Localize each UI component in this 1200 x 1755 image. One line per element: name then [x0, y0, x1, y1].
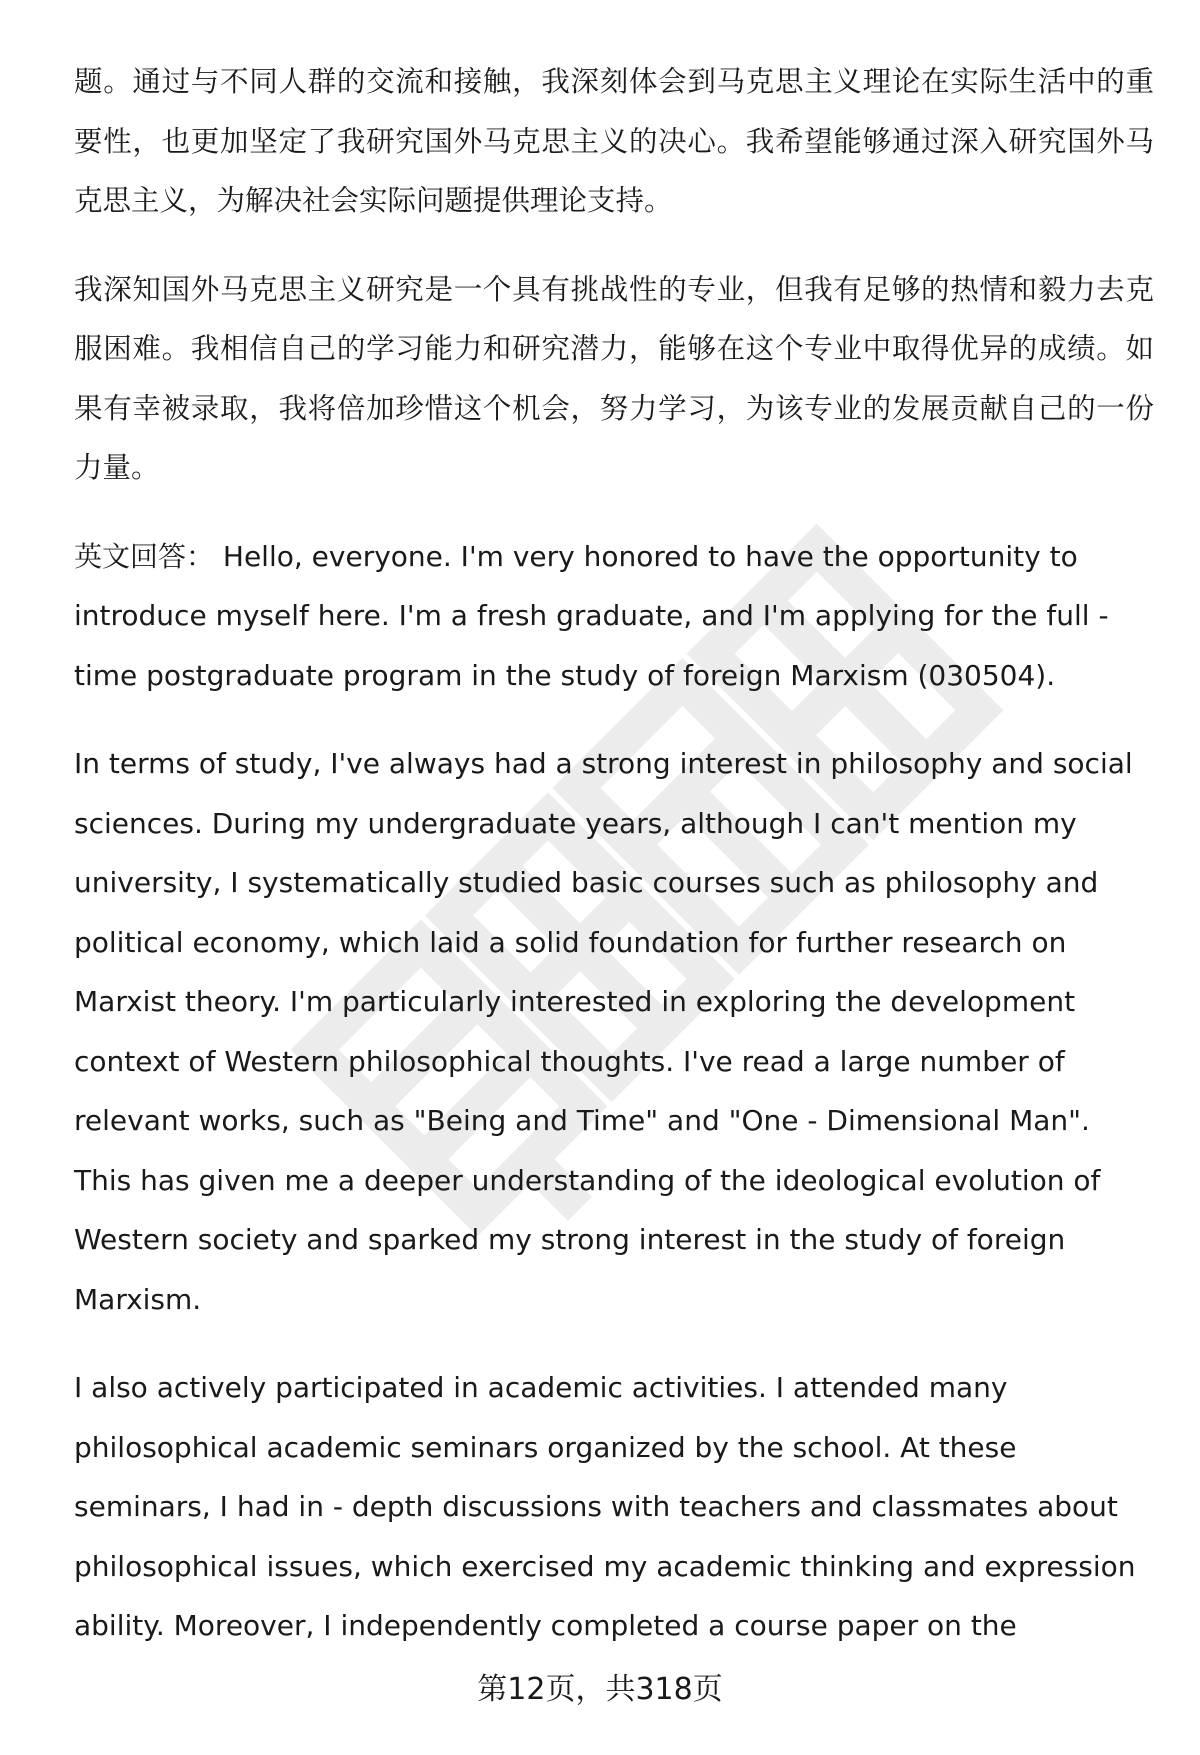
- paragraph-en-activities: I also actively participated in academic activities. I attended many philosophical academic seminars organized by the school. At these seminars, I had in - depth discussions with teachers and classmates about philosophical issues, which exercised my academic thinking and expression ability. Moreover, I independently completed a course paper on the: [74, 1371, 1136, 1642]
- page-number-footer: 第12页，共318页: [477, 1672, 723, 1707]
- paragraph-cn-2: 我深知国外马克思主义研究是一个具有挑战性的专业，但我有足够的热情和毅力去克服困难。我相信自己的学习能力和研究潜力，能够在这个专业中取得优异的成绩。如果有幸被录取，我将倍加珍惜这个机会，努力学习，为该专业的发展贡献自己的一份力量。: [74, 272, 1154, 484]
- paragraph-cn-1: 题。通过与不同人群的交流和接触，我深刻体会到马克思主义理论在实际生活中的重要性，也更加坚定了我研究国外马克思主义的决心。我希望能够通过深入研究国外马克思主义，为解决社会实际问题提供理论支持。: [74, 65, 1154, 217]
- paragraph-en-study: In terms of study, I've always had a strong interest in philosophy and social sciences. During my undergraduate years, although I can't mention my university, I systematically studied basic courses such as philosophy and political economy, which laid a solid foundation for further research on Marxist theory. I'm particularly interested in exploring the development context of Western philosophical thoughts. I've read a large number of relevant works, such as "Being and Time" and "One - Dimensional Man". This has given me a deeper understanding of the ideological evolution of Western society and sparked my strong interest in the study of foreign Marxism.: [74, 747, 1133, 1316]
- document-body: [74, 52, 1154, 1685]
- paragraph-en-intro: 英文回答： Hello, everyone. I'm very honored to have the opportunity to introduce myself here. I'm a fresh graduate, and I'm applying for the full - time postgraduate program in the study of foreign Marxism (030504).: [74, 539, 1109, 692]
